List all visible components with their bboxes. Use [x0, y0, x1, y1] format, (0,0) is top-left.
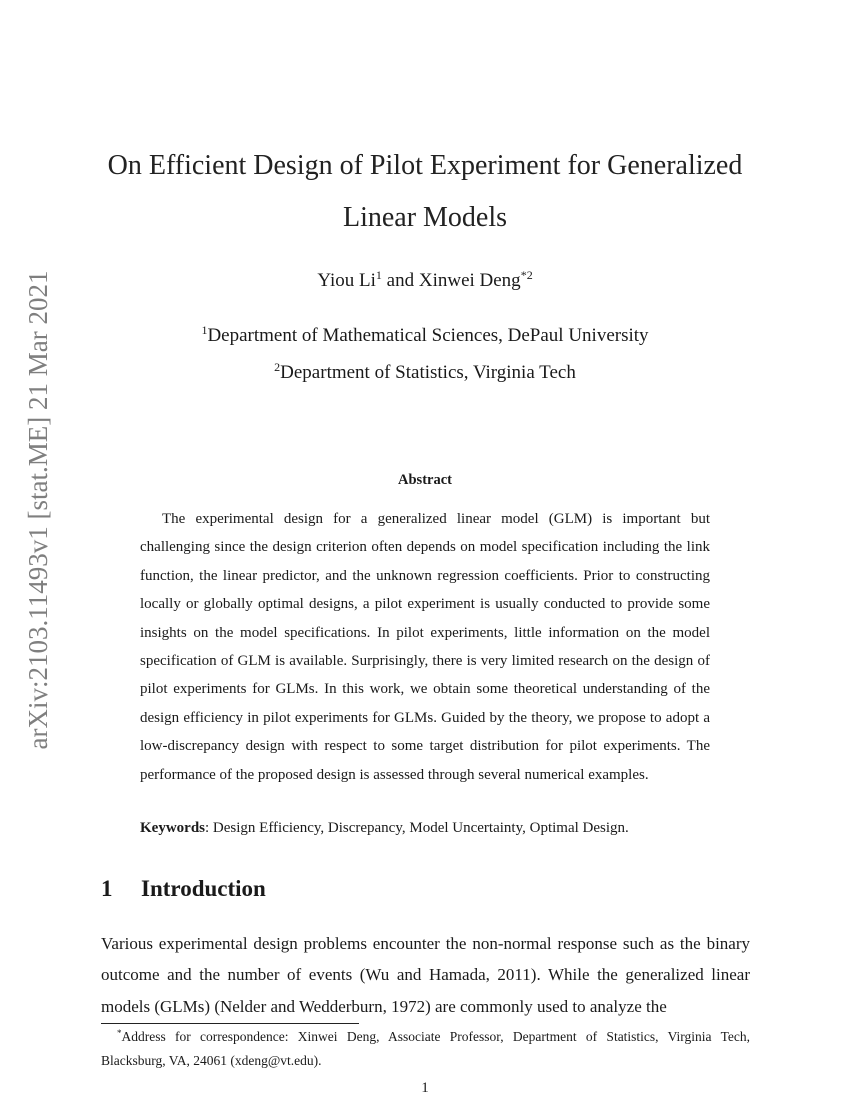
affiliation-2 — [0, 362, 850, 384]
affiliation-1 — [0, 325, 850, 347]
paper-title: On Efficient Design of Pilot Experiment for Generalized Linear Models — [107, 150, 743, 233]
author-conjunction: and — [386, 270, 415, 291]
keywords-label: Keywords — [140, 820, 205, 836]
author-line — [0, 270, 850, 292]
abstract-text: The experimental design for a generalized linear model (GLM) is important but challenging since the design criterion often depends on model specification including the link function, the linear predictor, and the unknown regression coefficients. Prior to constructing locally or globally optimal designs, a pilot experiment is usually conducted to provide some insights on the model specifications. In pilot experiments, little information on the model specification of GLM is available. Surprisingly, there is very limited research on the design of pilot experiments for GLMs. In this work, we obtain some theoretical understanding of the design efficiency in pilot experiments for GLMs. Guided by the theory, we propose to adopt a low-discrepancy design with respect to some target distribution for pilot experiments. The performance of the proposed design is assessed through several numerical examples. — [140, 511, 710, 783]
section-heading — [101, 876, 266, 902]
affiliation-mark: 2 — [274, 360, 281, 374]
affiliation-text: Department of Mathematical Sciences, DePaul University — [207, 325, 649, 346]
section-number: 1 — [101, 876, 113, 901]
affiliation-text: Department of Statistics, Virginia Tech — [280, 362, 576, 383]
footnote-text: Address for correspondence: Xinwei Deng, Associate Professor, Department of Statistics, Virginia Tech, Blacksburg, VA, 24061 (xdeng@vt.edu). — [101, 1029, 750, 1068]
affiliation-mark: 1 — [375, 268, 382, 282]
page-number: 1 — [421, 1080, 429, 1096]
keywords-line — [140, 815, 710, 841]
affiliation-mark: 1 — [201, 323, 208, 337]
footnote-divider — [101, 1023, 359, 1024]
keywords-text: : Design Efficiency, Discrepancy, Model Uncertainty, Optimal Design. — [205, 820, 629, 836]
footnote-mark: * — [117, 1028, 122, 1038]
section-title: Introduction — [141, 876, 266, 901]
introduction-paragraph: Various experimental design problems encounter the non-normal response such as the binary outcome and the number of events (Wu and Hamada, 2011). While the generalized linear models (GLMs) (Nelder and Wedderburn, 1972) are commonly used to analyze the — [101, 934, 750, 1016]
abstract-heading: Abstract — [398, 472, 452, 488]
footnote — [101, 1025, 750, 1073]
affiliation-mark: *2 — [520, 268, 533, 282]
author-name: Yiou Li — [317, 270, 376, 291]
author-name: Xinwei Deng — [418, 270, 521, 291]
arxiv-identifier-stamp: arXiv:2103.11493v1 [stat.ME] 21 Mar 2021 — [23, 270, 53, 750]
